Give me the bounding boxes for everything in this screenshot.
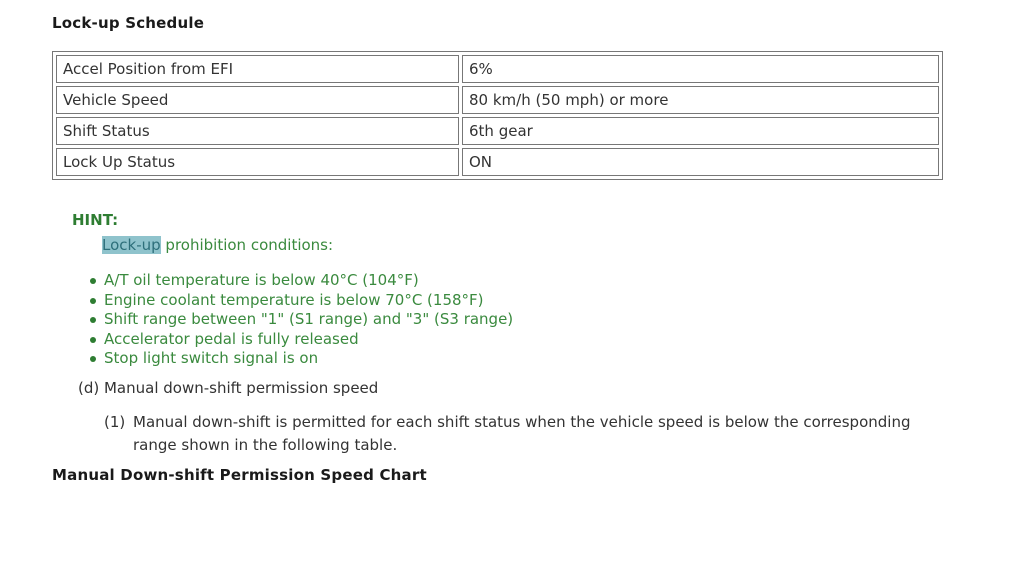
lockup-schedule-table: [52, 51, 943, 180]
row-value: 6%: [462, 55, 939, 83]
table-row: [56, 86, 939, 114]
row-label: Accel Position from EFI: [56, 55, 459, 83]
row-label: Vehicle Speed: [56, 86, 459, 114]
bullet-icon: [90, 278, 96, 284]
row-value: 6th gear: [462, 117, 939, 145]
condition-text: A/T oil temperature is below 40°C (104°F): [104, 271, 419, 289]
table-row: [56, 55, 939, 83]
hint-heading: HINT:: [72, 211, 119, 229]
bullet-icon: [90, 337, 96, 343]
row-label: Lock Up Status: [56, 148, 459, 176]
list-item: [88, 310, 513, 330]
hint-intro: [102, 236, 333, 254]
row-label: Shift Status: [56, 117, 459, 145]
bullet-icon: [90, 356, 96, 362]
row-value: ON: [462, 148, 939, 176]
bullet-icon: [90, 298, 96, 304]
condition-text: Stop light switch signal is on: [104, 349, 319, 367]
step-number: (1): [104, 413, 126, 431]
highlighted-term: Lock-up: [102, 236, 161, 254]
step-text: Manual down-shift is permitted for each shift status when the vehicle speed is below the corresponding range shown in the following table.: [133, 413, 911, 454]
table-row: [56, 148, 939, 176]
bullet-icon: [90, 317, 96, 323]
condition-text: Engine coolant temperature is below 70°C (158°F): [104, 290, 484, 309]
prohibition-conditions-list: [88, 271, 513, 369]
downshift-chart-title: Manual Down-shift Permission Speed Chart: [52, 466, 427, 484]
lockup-schedule-title: Lock-up Schedule: [52, 14, 205, 32]
hint-intro-text: prohibition conditions:: [160, 236, 334, 254]
list-item: [88, 349, 513, 369]
condition-text: Accelerator pedal is fully released: [104, 329, 359, 348]
list-item: [88, 330, 513, 350]
row-value: 80 km/h (50 mph) or more: [462, 86, 939, 114]
list-item: [88, 291, 513, 311]
table-row: [56, 117, 939, 145]
condition-text: Shift range between "1" (S1 range) and "3" (S3 range): [104, 310, 514, 328]
step-1-paragraph: [104, 411, 954, 457]
list-item: [88, 271, 513, 291]
section-d-heading: (d) Manual down-shift permission speed: [78, 379, 379, 397]
